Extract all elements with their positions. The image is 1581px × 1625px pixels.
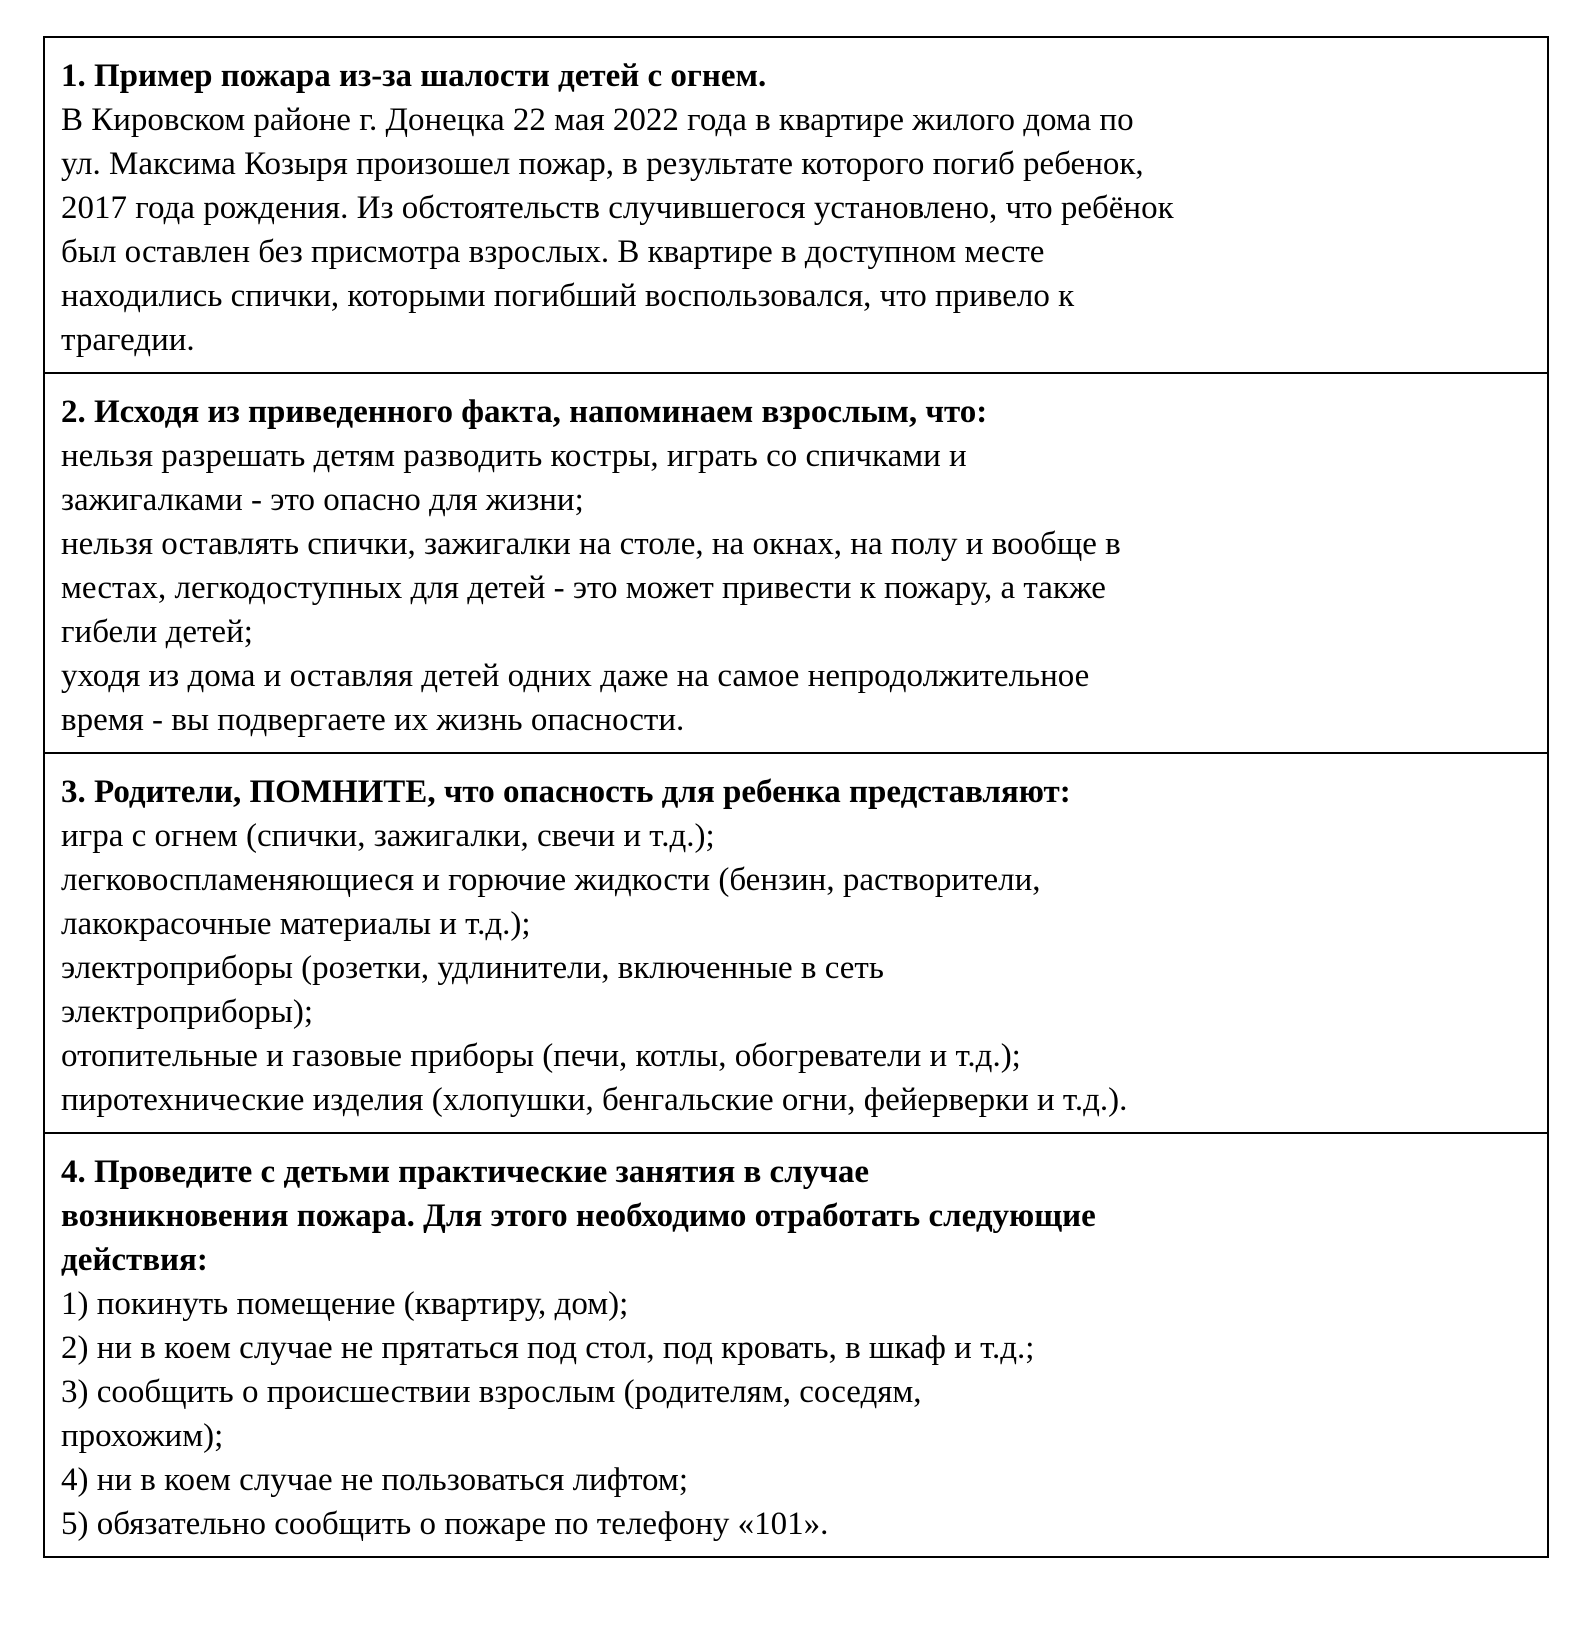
text-line: нельзя оставлять спички, зажигалки на столе, на окнах, на полу и вообще в bbox=[61, 526, 1121, 562]
section-2-text bbox=[61, 434, 1531, 742]
section-2-heading: 2. Исходя из приведенного факта, напоминаем взрослым, что: bbox=[61, 394, 988, 430]
text-line: зажигалками - это опасно для жизни; bbox=[61, 482, 584, 518]
text-line: гибели детей; bbox=[61, 614, 253, 650]
text-line: 1) покинуть помещение (квартиру, дом); bbox=[61, 1286, 629, 1322]
text-line: легковоспламеняющиеся и горючие жидкости (бензин, растворители, bbox=[61, 862, 1041, 898]
section-3-row bbox=[44, 753, 1548, 1133]
section-1-cell bbox=[44, 37, 1548, 373]
text-line: 4) ни в коем случае не пользоваться лифтом; bbox=[61, 1462, 688, 1498]
section-4-text bbox=[61, 1282, 1531, 1546]
section-2-cell bbox=[44, 373, 1548, 753]
section-4-cell bbox=[44, 1133, 1548, 1557]
text-line: лакокрасочные материалы и т.д.); bbox=[61, 906, 531, 942]
section-4-row bbox=[44, 1133, 1548, 1557]
memo-table bbox=[43, 36, 1549, 1558]
text-line: ул. Максима Козыря произошел пожар, в результате которого погиб ребенок, bbox=[61, 146, 1144, 182]
text-line: нельзя разрешать детям разводить костры, играть со спичками и bbox=[61, 438, 967, 474]
text-line: 2017 года рождения. Из обстоятельств случившегося установлено, что ребёнок bbox=[61, 190, 1174, 226]
text-line: трагедии. bbox=[61, 322, 195, 358]
heading-line: 4. Проведите с детьми практические занятия в случае bbox=[61, 1154, 869, 1190]
text-line: В Кировском районе г. Донецка 22 мая 2022 года в квартире жилого дома по bbox=[61, 102, 1134, 138]
text-line: находились спички, которыми погибший воспользовался, что привело к bbox=[61, 278, 1075, 314]
text-line: отопительные и газовые приборы (печи, котлы, обогреватели и т.д.); bbox=[61, 1038, 1021, 1074]
section-3-heading: 3. Родители, ПОМНИТЕ, что опасность для ребенка представляют: bbox=[61, 774, 1071, 810]
text-line: время - вы подвергаете их жизнь опасности. bbox=[61, 702, 685, 738]
text-line: электроприборы (розетки, удлинители, включенные в сеть bbox=[61, 950, 884, 986]
section-3-text bbox=[61, 814, 1531, 1122]
text-line: 3) сообщить о происшествии взрослым (родителям, соседям, bbox=[61, 1374, 922, 1410]
text-line: 2) ни в коем случае не прятаться под стол, под кровать, в шкаф и т.д.; bbox=[61, 1330, 1035, 1366]
section-1-heading: 1. Пример пожара из-за шалости детей с огнем. bbox=[61, 58, 767, 94]
text-line: игра с огнем (спички, зажигалки, свечи и т.д.); bbox=[61, 818, 715, 854]
section-3-cell bbox=[44, 753, 1548, 1133]
text-line: местах, легкодоступных для детей - это может привести к пожару, а также bbox=[61, 570, 1106, 606]
text-line: был оставлен без присмотра взрослых. В квартире в доступном месте bbox=[61, 234, 1045, 270]
text-line: прохожим); bbox=[61, 1418, 224, 1454]
section-2-row bbox=[44, 373, 1548, 753]
section-1-text bbox=[61, 98, 1531, 362]
text-line: электроприборы); bbox=[61, 994, 314, 1030]
section-1-row bbox=[44, 37, 1548, 373]
text-line: уходя из дома и оставляя детей одних даже на самое непродолжительное bbox=[61, 658, 1090, 694]
heading-line: возникновения пожара. Для этого необходимо отработать следующие bbox=[61, 1198, 1096, 1234]
section-4-heading bbox=[61, 1150, 1531, 1282]
heading-line: действия: bbox=[61, 1242, 208, 1278]
text-line: 5) обязательно сообщить о пожаре по телефону «101». bbox=[61, 1506, 829, 1542]
text-line: пиротехнические изделия (хлопушки, бенгальские огни, фейерверки и т.д.). bbox=[61, 1082, 1128, 1118]
